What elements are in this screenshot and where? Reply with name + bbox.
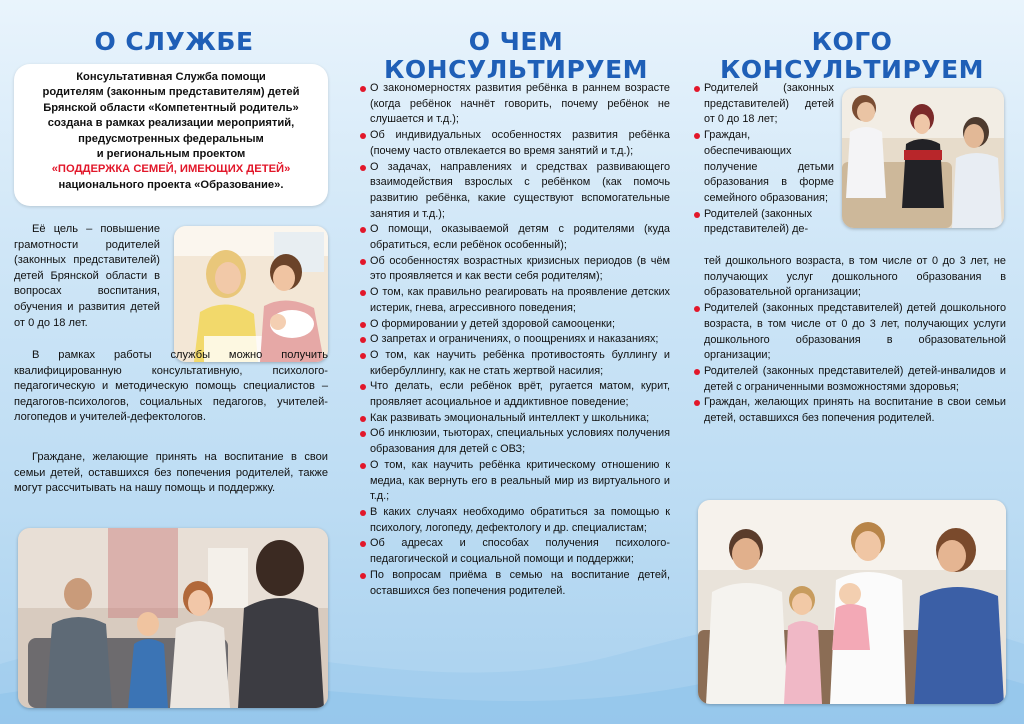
list-item-text: Об адресах и способах получения психолого-педагогической и социальной помощи и поддержки; <box>370 537 670 566</box>
list-item <box>360 536 670 567</box>
list-item <box>694 128 834 207</box>
list-item <box>360 128 670 159</box>
info-line: и региональным проектом <box>96 148 246 161</box>
adoption-text: Граждане, желающие принять на воспитание в свои семьи детей, оставшихся без попечения родителей, также могут рассчитывать на нашу помощь и поддержку. <box>14 451 328 495</box>
list-item <box>360 254 670 285</box>
list-item-text: Родителей (законных представителей) детей от 0 до 18 лет; <box>704 82 834 126</box>
list-item <box>694 81 834 128</box>
list-item-text: Об инклюзии, тьюторах, специальных условиях получения образования для детей с ОВЗ; <box>370 427 670 456</box>
services-paragraph <box>14 348 328 426</box>
list-item-text: тей дошкольного возраста, в том числе от 0 до 3 лет, не получающих услуг дошкольного образования в образовательной организации; <box>704 255 1006 299</box>
list-item-text: Родителей (законных представителей) де- <box>704 207 813 236</box>
about-service-column <box>14 0 334 724</box>
bullet-icon <box>694 306 700 312</box>
consultation-photo-1 <box>174 226 328 362</box>
list-item <box>694 395 1006 426</box>
topics-list <box>360 81 670 599</box>
list-item-text: О закономерностях развития ребёнка в раннем возрасте (когда ребёнок начнёт говорить, почему ребёнок не слушается и т.д.); <box>370 82 670 126</box>
list-item <box>694 301 1006 364</box>
list-item-text: Родителей (законных представителей) детей дошкольного возраста, в том числе от 0 до 3 лет, получающих услуги дошкольного образования в образовательной организации; <box>704 302 1006 362</box>
family-session-photo <box>842 88 1004 228</box>
list-item-text: Об особенностях возрастных кризисных периодов (в чём это проявляется и как вести себя родителям); <box>370 254 670 283</box>
list-item <box>360 379 670 410</box>
list-item <box>360 411 670 427</box>
list-item-text: Граждан, желающих принять на воспитание в свои семьи детей, оставшихся без попечения родителей. <box>704 396 1006 425</box>
list-item-text: Граждан, обеспечивающих получение детьми образования в форме семейного образования; <box>704 129 834 204</box>
list-item-text: Родителей (законных представителей) детей-инвалидов и детей с ограниченными возможностями здоровья; <box>704 364 1006 393</box>
list-item <box>360 568 670 599</box>
list-item-text: О помощи, оказываемой детям с родителями (куда обратиться, если ребёнок особенный); <box>370 223 670 252</box>
list-item-text: Что делать, если ребёнок врёт, ругается матом, курит, проявляет асоциальное и аддиктивное поведение; <box>370 380 670 409</box>
bullet-icon <box>360 431 366 437</box>
service-info-box <box>14 64 328 206</box>
list-item <box>360 222 670 253</box>
list-item-text: По вопросам приёма в семью на воспитание детей, оставшихся без попечения родителей. <box>370 568 670 597</box>
bullet-icon <box>360 541 366 547</box>
family-with-specialist-photo <box>698 500 1006 704</box>
list-item-text: В каких случаях необходимо обратиться за помощью к психологу, логопеду, дефектологу и др. специалистам; <box>370 505 670 534</box>
services-text: В рамках работы службы можно получить квалифицированную консультативную, психолого-педагогическую и методическую помощь специалистов – педагогов-психологов, социальных педагогов, учителей-логопедов и учителей-дефектологов. <box>14 349 328 424</box>
bullet-icon <box>360 337 366 343</box>
bullet-icon <box>360 227 366 233</box>
info-line: предусмотренных федеральным <box>78 132 264 145</box>
topics-heading-line1: О ЧЕМ <box>468 27 564 56</box>
bullet-icon <box>360 259 366 265</box>
list-item-text: О формировании у детей здоровой самооценки; <box>370 317 616 330</box>
list-item-text: О запретах и ограничениях, о поощрениях и наказаниях; <box>370 333 659 346</box>
list-item <box>694 364 1006 395</box>
list-item-text: О задачах, направлениях и средствах развивающего взаимодействия взрослых с ребёнком (как помочь развитию ребёнка, какие существуют вспомогательные занятия и т.д.); <box>370 160 670 220</box>
bullet-icon <box>694 369 700 375</box>
bullet-icon <box>360 510 366 516</box>
bullet-icon <box>360 416 366 422</box>
bullet-icon <box>360 86 366 92</box>
bullet-icon <box>360 133 366 139</box>
goal-paragraph <box>14 222 160 331</box>
bullet-icon <box>360 384 366 390</box>
list-item <box>694 207 834 238</box>
audience-column <box>694 0 1010 724</box>
list-item <box>360 348 670 379</box>
bullet-icon <box>360 165 366 171</box>
bullet-icon <box>360 573 366 579</box>
list-item <box>360 285 670 316</box>
audience-list-wide <box>694 254 1006 427</box>
info-line: Консультативная Служба помощи <box>76 71 266 83</box>
goal-text: Её цель – повышение грамотности родителей (законных представителей) детей Брянской области в вопросах воспитания, обучения и развития детей от 0 до 18 лет. <box>14 223 160 329</box>
list-item-text: Как развивать эмоциональный интеллект у школьника; <box>370 411 650 424</box>
list-item-text: Об индивидуальных особенностях развития ребёнка (почему часто отвлекается во время занятий и т.д.); <box>370 129 670 157</box>
info-line: родителям (законным представителям) детей <box>42 86 300 99</box>
list-item <box>360 505 670 536</box>
list-item-text: О том, как правильно реагировать на проявление детских истерик, гнева, агрессивного поведения; <box>370 286 670 314</box>
bullet-icon <box>360 463 366 469</box>
list-item-text: О том, как научить ребёнка противостоять буллингу и кибербуллингу, как не стать жертвой насилия; <box>370 348 670 377</box>
bullet-icon <box>360 353 366 359</box>
bullet-icon <box>694 133 700 139</box>
list-item <box>360 160 670 223</box>
topics-column <box>360 0 672 724</box>
audience-heading-line1: КОГО <box>811 27 893 56</box>
bullet-icon <box>694 400 700 406</box>
info-line: Брянской области «Компетентный родитель» <box>43 101 299 114</box>
family-consultation-photo <box>18 528 328 708</box>
bullet-icon <box>694 212 700 218</box>
list-item <box>360 426 670 457</box>
list-item <box>360 81 670 128</box>
topics-heading-line2: КОНСУЛЬТИРУЕМ <box>383 55 649 84</box>
about-service-heading: О СЛУЖБЕ <box>94 27 254 56</box>
bullet-icon <box>360 290 366 296</box>
bullet-icon <box>360 322 366 328</box>
list-item <box>360 317 670 333</box>
info-line: создана в рамках реализации мероприятий, <box>47 117 295 130</box>
bullet-icon <box>694 86 700 92</box>
project-name-highlight: «ПОДДЕРЖКА СЕМЕЙ, ИМЕЮЩИХ ДЕТЕЙ» <box>51 163 291 176</box>
adoption-paragraph <box>14 450 328 497</box>
list-item <box>360 332 670 348</box>
list-item <box>360 458 670 505</box>
info-line: национального проекта «Образование». <box>58 178 284 191</box>
audience-list-narrow <box>694 81 834 238</box>
list-item-continuation <box>694 254 1006 301</box>
topics-heading <box>360 28 672 84</box>
audience-heading-line2: КОНСУЛЬТИРУЕМ <box>719 55 985 84</box>
audience-heading <box>694 28 1010 84</box>
list-item-text: О том, как научить ребёнка критическому отношению к медиа, как вернуть его в реальный мир из виртуального и т.д.; <box>370 458 670 503</box>
